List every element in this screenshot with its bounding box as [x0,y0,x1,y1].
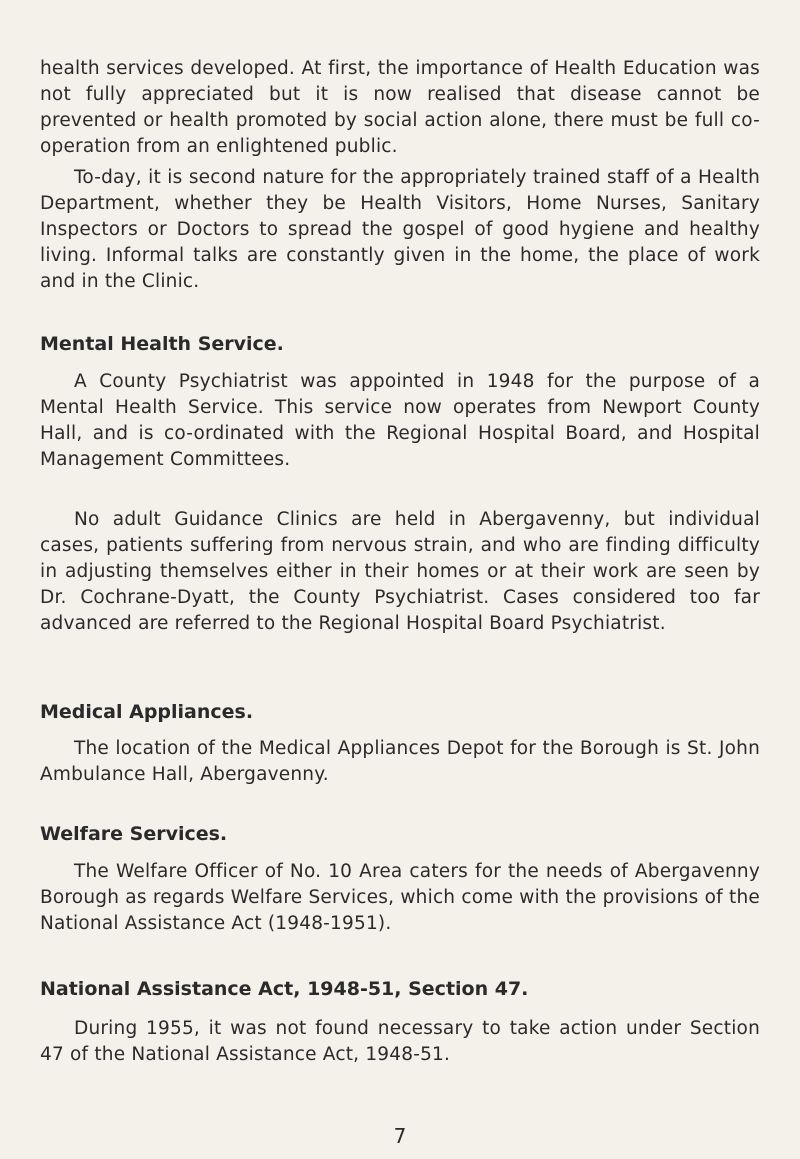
heading-national-assistance: National Assistance Act, 1948-51, Section 47. [40,978,529,1000]
medical-appliances-section [40,699,760,725]
mental-health-section [40,331,760,357]
medical-appliances-body [40,736,760,788]
paragraph-welfare-officer: The Welfare Officer of No. 10 Area caters for the needs of Abergavenny Borough as regards Welfare Services, which come with the provisions of the National Assistance Act (1948-1951). [40,861,760,934]
staff-section [40,165,760,295]
national-assistance-section [40,976,760,1002]
heading-welfare-services: Welfare Services. [40,823,228,845]
welfare-body [40,859,760,937]
national-assistance-body [40,1016,760,1068]
paragraph-county-psychiatrist: A County Psychiatrist was appointed in 1948 for the purpose of a Mental Health Service. This service now operates from Newport County Hall, and is co-ordinated with the Regional Hospital Board, and Hospital Management Committees. [40,371,760,470]
paragraph-section-47: During 1955, it was not found necessary to take action under Section 47 of the National Assistance Act, 1948-51. [40,1018,760,1065]
paragraph-guidance-clinics: No adult Guidance Clinics are held in Abergavenny, but individual cases, patients suffering from nervous strain, and who are finding difficulty in adjusting themselves either in their homes or at their work are seen by Dr. Cochrane-Dyatt, the County Psychiatrist. Cases considered too far advanced are referred to the Regional Hospital Board Psychiatrist. [40,509,760,634]
paragraph-appliances-depot: The location of the Medical Appliances Depot for the Borough is St. John Ambulance Hall, Abergavenny. [40,738,760,785]
heading-medical-appliances: Medical Appliances. [40,701,254,723]
welfare-section [40,821,760,847]
heading-mental-health: Mental Health Service. [40,333,284,355]
paragraph-health-education: health services developed. At first, the importance of Health Education was not fully appreciated but it is now realised that disease cannot be prevented or health promoted by social action alone, there must be full co-operation from an enlightened public. [40,58,760,157]
mental-health-body-1 [40,369,760,473]
page-number: 7 [393,1124,407,1148]
paragraph-trained-staff: To-day, it is second nature for the appropriately trained staff of a Health Department, whether they be Health Visitors, Home Nurses, Sanitary Inspectors or Doctors to spread the gospel of good hygiene and healthy living. Informal talks are constantly given in the home, the place of work and in the Clinic. [40,167,760,292]
mental-health-body-2 [40,507,760,637]
intro-section [40,56,760,160]
